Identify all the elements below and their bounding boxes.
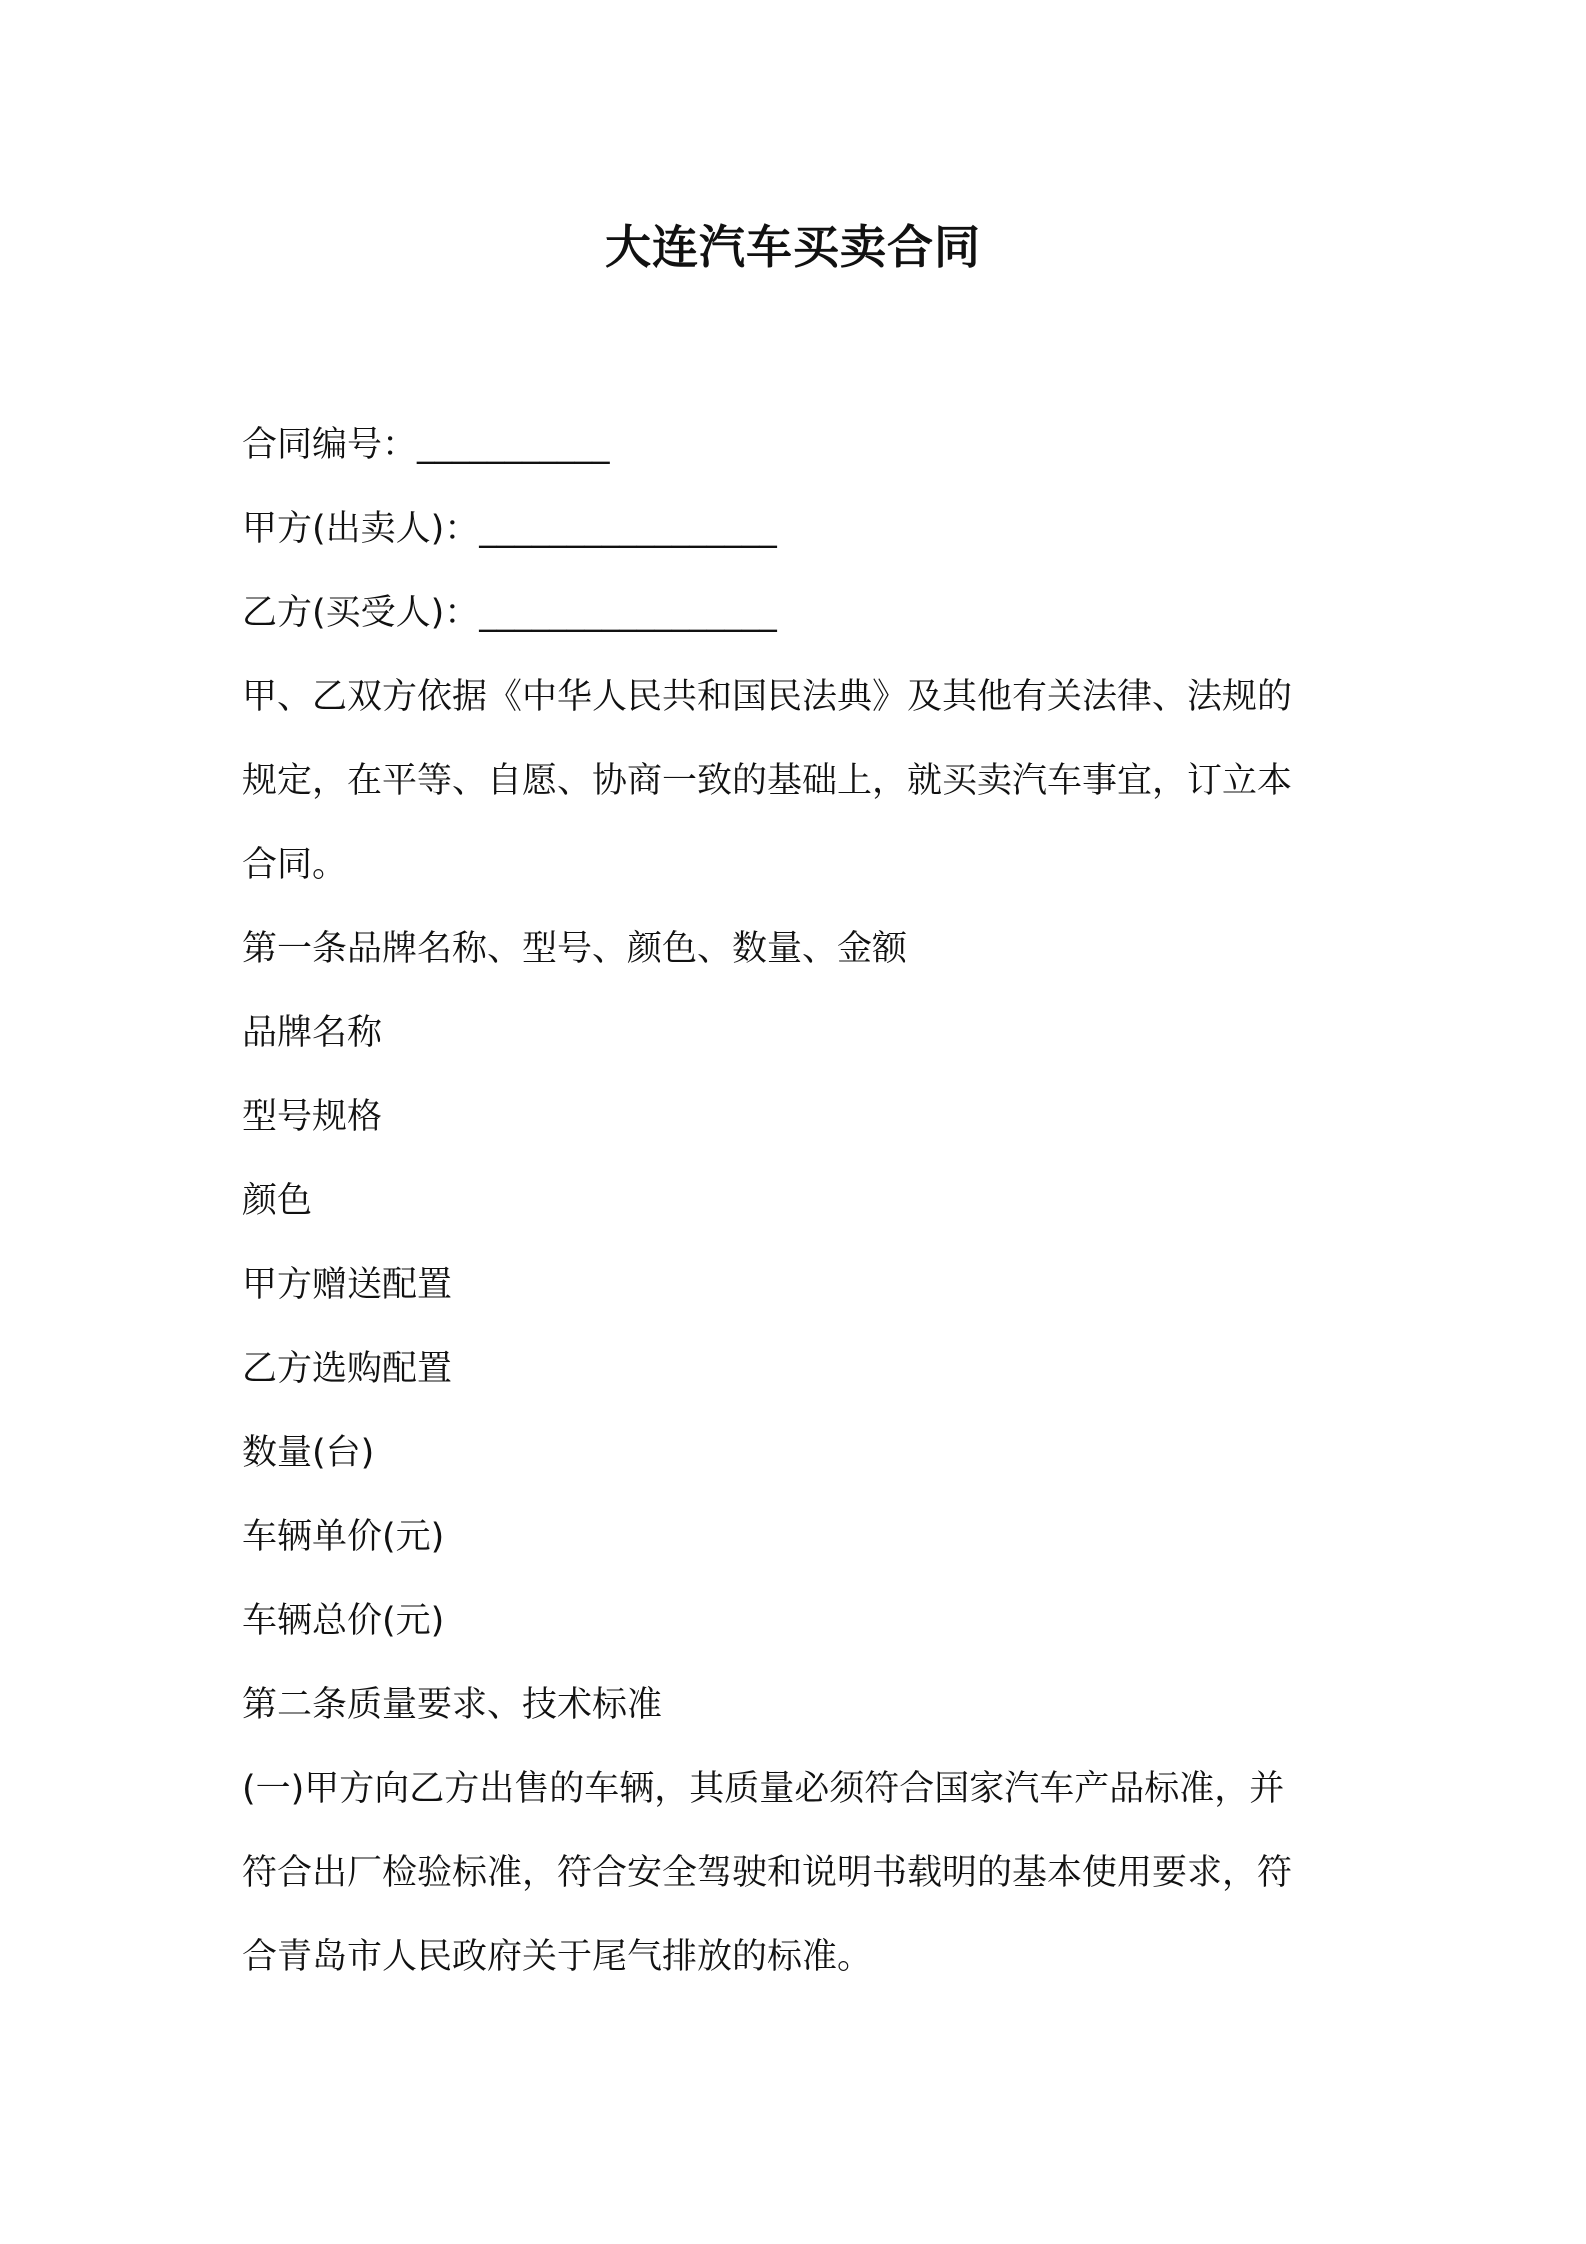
document-body (242, 403, 1362, 1999)
article-2-clause-line: 符合出厂检验标准，符合安全驾驶和说明书载明的基本使用要求，符 (242, 1853, 1293, 1893)
article-1-item: 型号规格 (242, 1097, 383, 1137)
article-2-clause-line: (一)甲方向乙方出售的车辆，其质量必须符合国家汽车产品标准，并 (242, 1769, 1285, 1809)
document-title: 大连汽车买卖合同 (605, 220, 981, 274)
preamble-line: 规定，在平等、自愿、协商一致的基础上，就买卖汽车事宜，订立本 (242, 761, 1293, 801)
article-1-item: 车辆总价(元) (242, 1601, 445, 1641)
article-1-item: 甲方赠送配置 (242, 1265, 453, 1305)
article-1-item: 车辆单价(元) (242, 1517, 445, 1557)
preamble-line: 合同。 (242, 845, 348, 885)
article-2-heading: 第二条质量要求、技术标准 (242, 1685, 663, 1725)
party-b-field: 乙方(买受人)：_________________ (242, 593, 777, 633)
article-1-item: 颜色 (242, 1181, 313, 1221)
article-1-item: 品牌名称 (242, 1013, 383, 1053)
article-2-clause-line: 合青岛市人民政府关于尾气排放的标准。 (242, 1937, 873, 1977)
article-1-item: 数量(台) (242, 1433, 375, 1473)
preamble-line: 甲、乙双方依据《中华人民共和国民法典》及其他有关法律、法规的 (242, 677, 1293, 717)
contract-number-field: 合同编号：___________ (242, 425, 610, 465)
article-1-heading: 第一条品牌名称、型号、颜色、数量、金额 (242, 929, 908, 969)
party-a-field: 甲方(出卖人)：_________________ (242, 509, 777, 549)
article-1-item: 乙方选购配置 (242, 1349, 453, 1389)
